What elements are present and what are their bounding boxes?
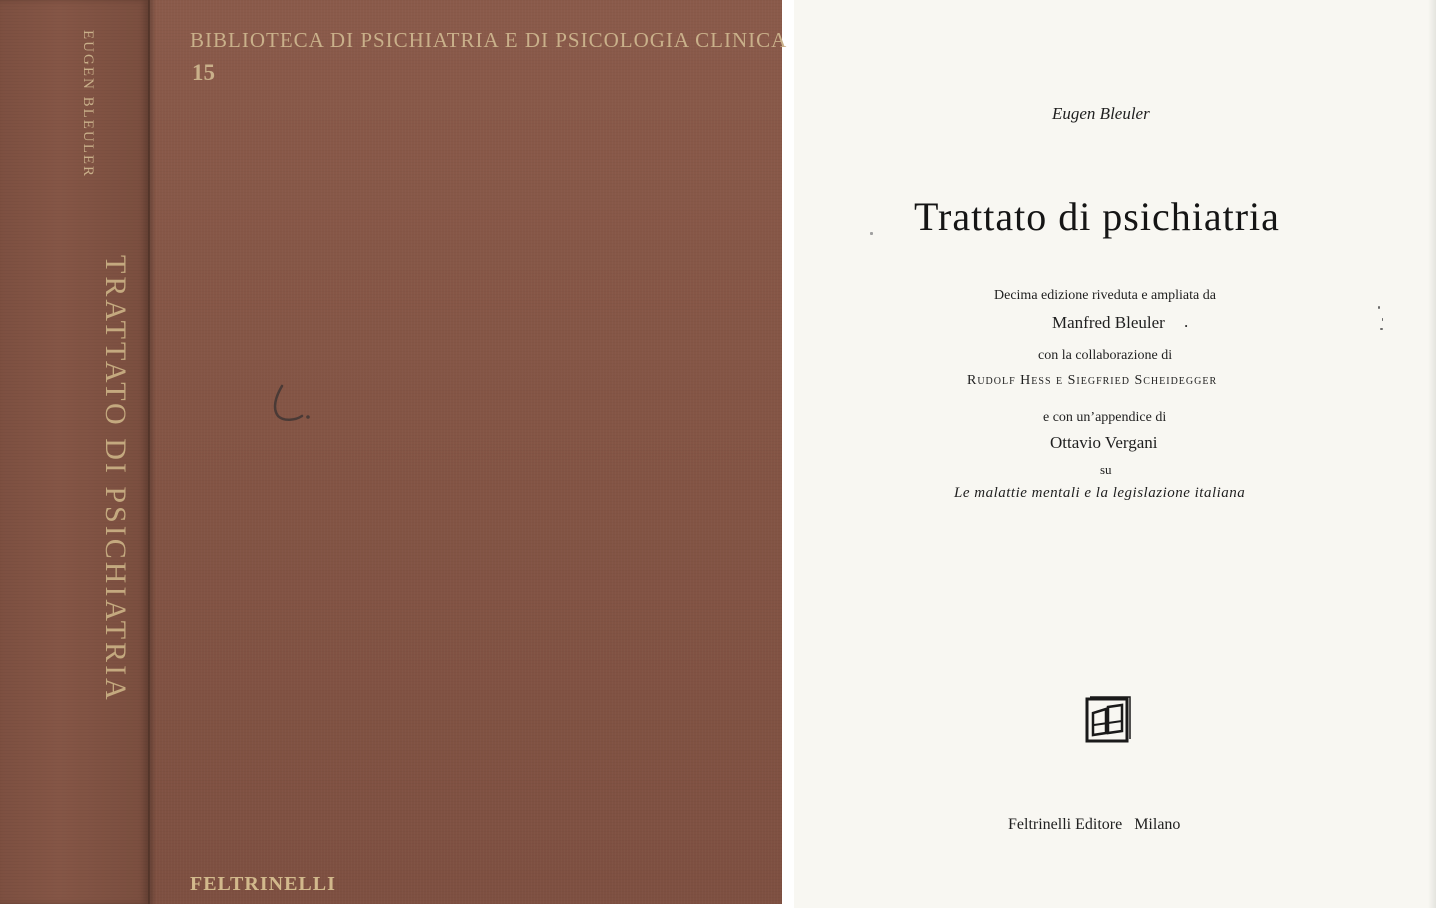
paper-speck xyxy=(1382,318,1383,321)
subject-connector: su xyxy=(1100,462,1112,477)
paper-speck xyxy=(1380,328,1383,330)
series-number: 15 xyxy=(192,60,215,85)
page-edge-shadow xyxy=(1428,0,1436,908)
appendix-author: Ottavio Vergani xyxy=(1050,433,1158,452)
title-page xyxy=(794,0,1436,908)
book-spine xyxy=(0,0,150,904)
publisher-imprint: Feltrinelli Editore Milano xyxy=(1008,816,1181,833)
edition-line: Decima edizione riveduta e ampliata da xyxy=(994,288,1216,303)
spine-shadow xyxy=(148,0,156,904)
editor-name: Manfred Bleuler xyxy=(1052,313,1165,332)
spine-author: EUGEN BLEULER xyxy=(80,30,96,179)
bottom-margin xyxy=(0,904,782,908)
collaboration-line: con la collaborazione di xyxy=(1038,348,1173,363)
editor-mark: . xyxy=(1184,312,1189,331)
appendix-subject: Le malattie mentali e la legislazione italiana xyxy=(954,485,1246,501)
appendix-line: e con un’appendice di xyxy=(1043,410,1167,425)
collaborators: Rudolf Hess e Siegfried Scheidegger xyxy=(967,373,1218,388)
cover-publisher: FELTRINELLI xyxy=(190,873,336,895)
publisher-emblem-icon xyxy=(1084,695,1132,745)
book-title: Trattato di psichiatria xyxy=(914,194,1280,239)
paper-speck xyxy=(1378,306,1380,309)
spine-title: TRATTATO DI PSICHIATRIA xyxy=(99,255,132,703)
pencil-mark-icon xyxy=(262,378,322,428)
author-name: Eugen Bleuler xyxy=(1052,104,1150,123)
series-title: BIBLIOTECA DI PSICHIATRIA E DI PSICOLOGIA CLINICA xyxy=(190,28,788,52)
paper-speck xyxy=(870,232,873,235)
